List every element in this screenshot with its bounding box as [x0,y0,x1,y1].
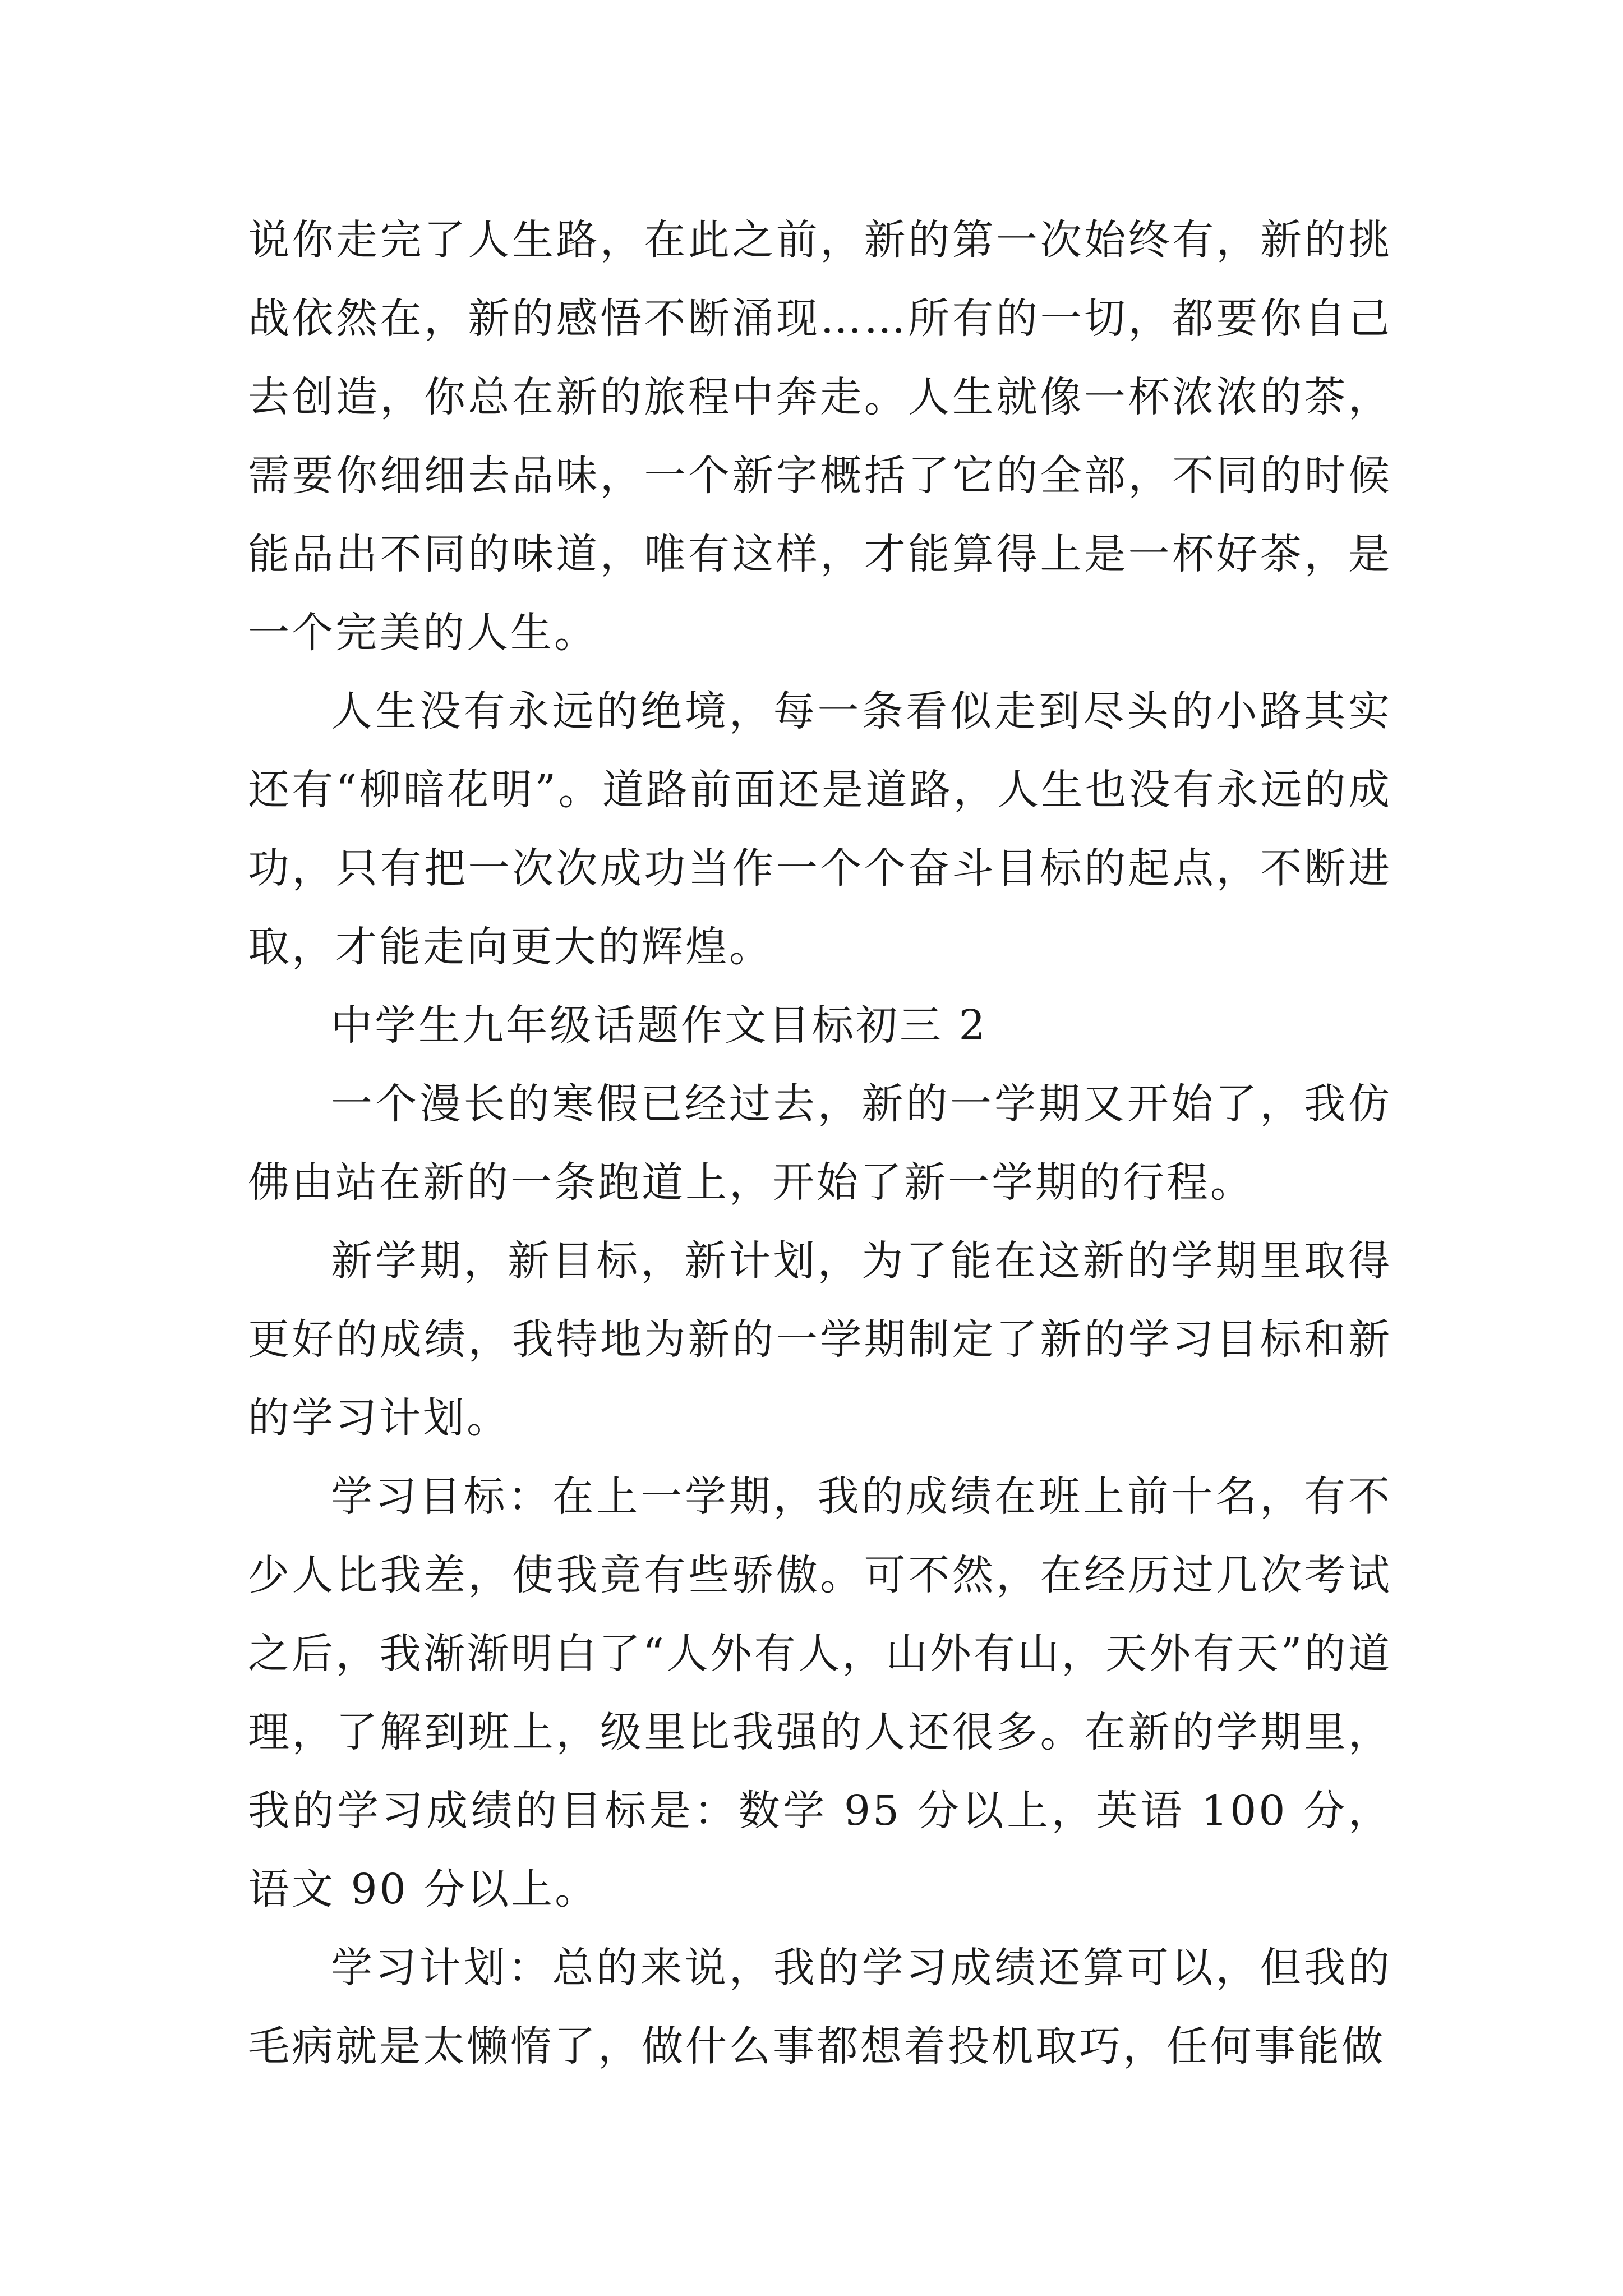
essay-title: 中学生九年级话题作文目标初三 2 [331,1001,988,1050]
paragraph-life-no-dead-end: 人生没有永远的绝境，每一条看似走到尽头的小路其实还有“柳暗花明”。道路前面还是道路，人生也没有永远的成功，只有把一次次成功当作一个个奋斗目标的起点，不断进取，才能走向更大的辉煌。 [248,687,1392,971]
paragraph-new-semester: 一个漫长的寒假已经过去，新的一学期又开始了，我仿佛由站在新的一条跑道上，开始了新一学期的行程。 [248,1080,1392,1207]
paragraph-study-plan: 学习计划：总的来说，我的学习成绩还算可以，但我的毛病就是太懒惰了，做什么事都想着投机取巧，任何事能做 [248,1944,1392,2070]
paragraph-continuation: 说你走完了人生路，在此之前，新的第一次始终有，新的挑战依然在，新的感悟不断涌现……所有的一切，都要你自己去创造，你总在新的旅程中奔走。人生就像一杯浓浓的茶，需要你细细去品味，一个新字概括了它的全部，不同的时候能品出不同的味道，唯有这样，才能算得上是一杯好茶，是一个完美的人生。 [248,216,1392,657]
paragraph-study-goals: 学习目标：在上一学期，我的成绩在班上前十名，有不少人比我差，使我竟有些骄傲。可不然，在经历过几次考试之后，我渐渐明白了“人外有人，山外有山，天外有天”的道理，了解到班上，级里比我强的人还很多。在新的学期里，我的学习成绩的目标是：数学 95 分以上，英语 100 分，语文 90 分以上。 [248,1473,1392,1913]
paragraph-new-goals: 新学期，新目标，新计划，为了能在这新的学期里取得更好的成绩，我特地为新的一学期制定了新的学习目标和新的学习计划。 [248,1237,1392,1442]
document-body [248,201,1392,2086]
